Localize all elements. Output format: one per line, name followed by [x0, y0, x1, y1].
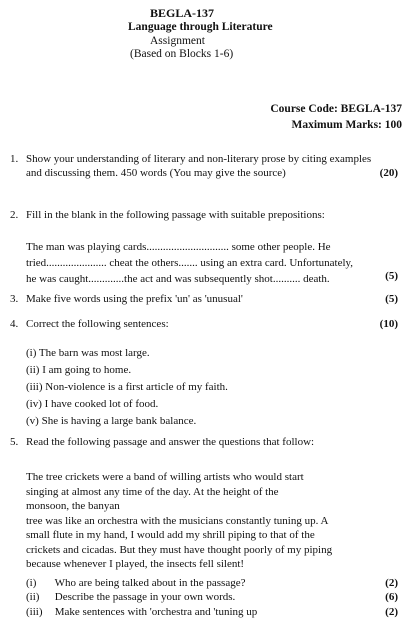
question-number: 3. — [10, 293, 19, 305]
subquestion-text: Make sentences with 'orchestra and 'tuning up — [54, 606, 258, 618]
course-code-title: BEGLA-137 — [150, 6, 215, 20]
passage-line: The tree crickets were a band of willing artists who would start — [26, 471, 304, 483]
question-marks: (10) — [379, 318, 398, 330]
passage-line: singing at almost any time of the day. At the height of the — [26, 485, 279, 498]
subquestion-3 — [26, 606, 396, 620]
passage-line: he was caught.............the act and was subsequently shot.......... death. — [26, 273, 330, 285]
question-number: 2. — [10, 209, 19, 221]
subquestion-1 — [26, 577, 396, 591]
sentence-list — [26, 346, 228, 431]
question-marks: (20) — [379, 167, 398, 179]
question-3 — [10, 293, 406, 307]
question-text: Correct the following sentences: — [26, 318, 169, 330]
question-1 — [10, 153, 406, 181]
question-text: Show your understanding of literary and non-literary prose by citing examples and discussing them. 450 words (You may give the source) — [26, 153, 372, 179]
blocks-basis: (Based on Blocks 1-6) — [130, 48, 234, 60]
passage-line: monsoon, the banyan — [26, 500, 120, 512]
subquestion-2 — [26, 591, 396, 605]
question-5 — [10, 436, 406, 450]
subquestion-marks: (2) — [385, 606, 398, 618]
question-text: Make five words using the prefix 'un' as 'unusual' — [26, 293, 243, 305]
question-4 — [10, 318, 406, 332]
subquestion-label: (i) — [26, 577, 37, 589]
course-info — [270, 102, 402, 133]
subquestion-text: Describe the passage in your own words. — [54, 591, 236, 603]
fill-blank-passage — [26, 239, 376, 287]
course-title: Language through Literature — [128, 21, 273, 33]
passage-line: crickets and cicadas. But they must have thought poorly of my piping — [26, 543, 333, 556]
passage-line: The man was playing cards.............................. some other people. He — [26, 241, 331, 253]
passage-line: because whenever I played, the insects fell silent! — [26, 558, 245, 570]
course-code: Course Code: BEGLA-137 — [270, 103, 402, 115]
list-item: (i) The barn was most large. — [26, 347, 150, 359]
subquestion-label: (iii) — [26, 606, 43, 618]
document-type: Assignment — [150, 35, 205, 47]
question-2 — [10, 209, 406, 223]
passage-line: tree was like an orchestra with the musicians constantly tuning up. A — [26, 514, 329, 527]
passage-line: small flute in my hand, I would add my shrill piping to that of the — [26, 529, 315, 541]
reading-passage — [26, 470, 396, 572]
subquestion-label: (ii) — [26, 591, 40, 603]
question-marks: (5) — [385, 270, 398, 282]
question-number: 5. — [10, 436, 19, 448]
question-number: 4. — [10, 318, 19, 330]
maximum-marks: Maximum Marks: 100 — [291, 118, 402, 131]
list-item: (iv) I have cooked lot of food. — [26, 398, 159, 410]
question-marks: (5) — [385, 293, 398, 305]
question-text: Fill in the blank in the following passage with suitable prepositions: — [26, 209, 325, 221]
question-text: Read the following passage and answer the questions that follow: — [26, 436, 315, 448]
list-item: (iii) Non-violence is a first article of my faith. — [26, 381, 228, 393]
subquestion-text: Who are being talked about in the passage? — [54, 577, 246, 589]
passage-line: tried...................... cheat the others....... using an extra card. Unfortunately, — [26, 257, 354, 269]
list-item: (v) She is having a large bank balance. — [26, 415, 197, 427]
question-number: 1. — [10, 153, 19, 165]
subquestion-marks: (2) — [385, 577, 398, 589]
list-item: (ii) I am going to home. — [26, 364, 132, 376]
subquestion-marks: (6) — [385, 591, 398, 603]
